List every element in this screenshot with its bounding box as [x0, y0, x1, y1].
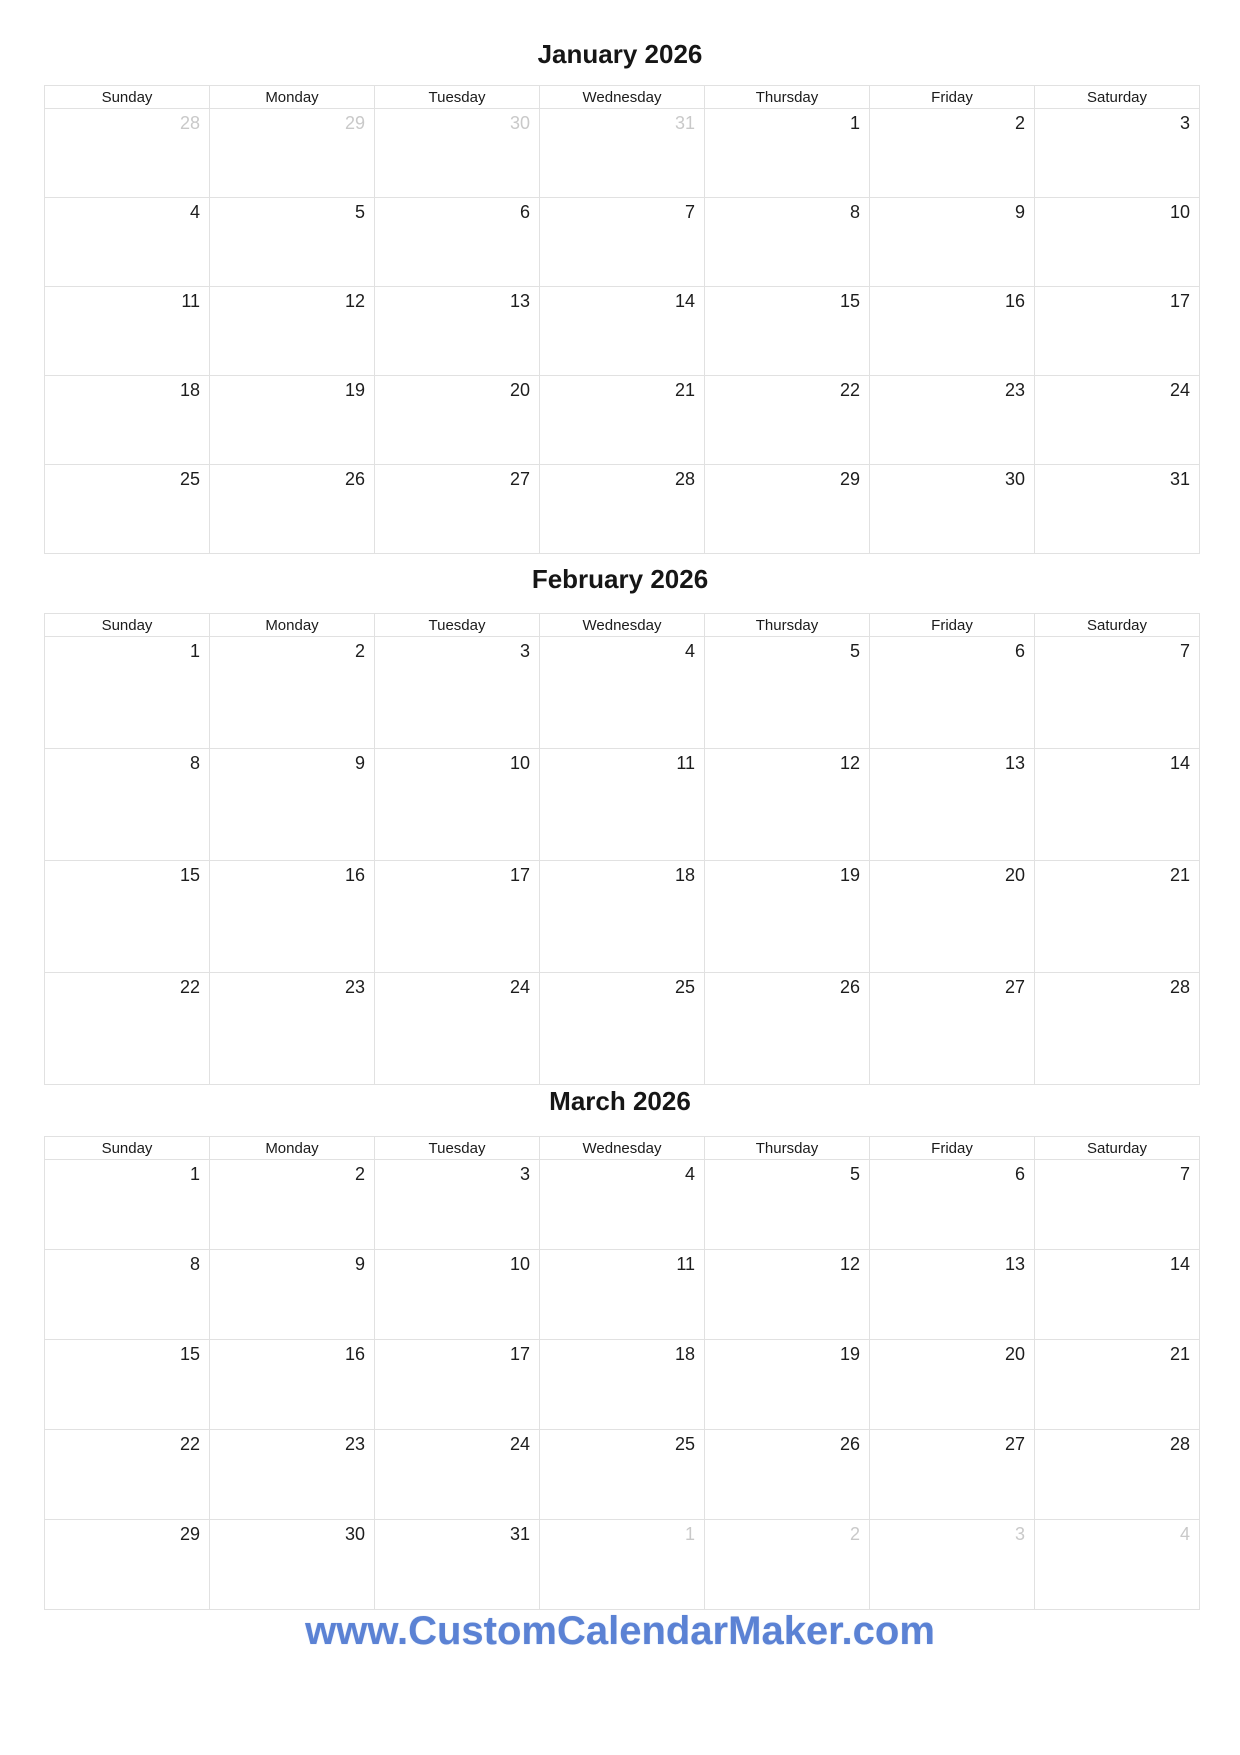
day-cell: 21 — [540, 376, 705, 465]
day-cell: 21 — [1035, 1340, 1200, 1430]
weekday-header-row — [45, 614, 1200, 637]
day-cell: 2 — [870, 109, 1035, 198]
day-cell-adjacent-month: 31 — [540, 109, 705, 198]
day-cell: 3 — [375, 1160, 540, 1250]
day-cell: 16 — [210, 1340, 375, 1430]
day-cell-adjacent-month: 29 — [210, 109, 375, 198]
day-cell: 28 — [1035, 1430, 1200, 1520]
day-cell: 9 — [870, 198, 1035, 287]
week-row — [45, 637, 1200, 749]
day-cell: 12 — [210, 287, 375, 376]
day-cell: 22 — [705, 376, 870, 465]
day-cell: 4 — [45, 198, 210, 287]
week-row — [45, 749, 1200, 861]
day-cell: 26 — [210, 465, 375, 554]
day-cell: 1 — [45, 637, 210, 749]
day-cell: 1 — [45, 1160, 210, 1250]
weekday-header: Saturday — [1035, 1137, 1200, 1160]
weekday-header: Friday — [870, 86, 1035, 109]
day-cell: 28 — [540, 465, 705, 554]
day-cell: 25 — [540, 973, 705, 1085]
day-cell: 13 — [870, 749, 1035, 861]
day-cell: 8 — [45, 1250, 210, 1340]
day-cell: 10 — [375, 1250, 540, 1340]
week-row — [45, 1160, 1200, 1250]
day-cell: 5 — [705, 1160, 870, 1250]
day-cell-adjacent-month: 1 — [540, 1520, 705, 1610]
day-cell: 6 — [375, 198, 540, 287]
day-cell: 5 — [705, 637, 870, 749]
day-cell: 13 — [870, 1250, 1035, 1340]
day-cell-adjacent-month: 3 — [870, 1520, 1035, 1610]
day-cell: 24 — [375, 1430, 540, 1520]
day-cell: 20 — [870, 861, 1035, 973]
day-cell: 10 — [1035, 198, 1200, 287]
week-row — [45, 287, 1200, 376]
weekday-header: Thursday — [705, 614, 870, 637]
month-title-march: March 2026 — [549, 1086, 691, 1116]
day-cell: 22 — [45, 973, 210, 1085]
day-cell: 14 — [1035, 749, 1200, 861]
day-cell: 29 — [45, 1520, 210, 1610]
day-cell: 16 — [870, 287, 1035, 376]
day-cell: 15 — [45, 861, 210, 973]
day-cell: 16 — [210, 861, 375, 973]
weekday-header: Monday — [210, 86, 375, 109]
week-row — [45, 973, 1200, 1085]
day-cell: 6 — [870, 1160, 1035, 1250]
day-cell: 11 — [540, 1250, 705, 1340]
day-cell: 19 — [705, 861, 870, 973]
day-cell: 26 — [705, 1430, 870, 1520]
day-cell-adjacent-month: 2 — [705, 1520, 870, 1610]
day-cell: 20 — [375, 376, 540, 465]
week-row — [45, 376, 1200, 465]
march-calendar-grid — [44, 1136, 1200, 1610]
day-cell: 4 — [540, 1160, 705, 1250]
day-cell: 9 — [210, 1250, 375, 1340]
day-cell: 24 — [1035, 376, 1200, 465]
week-row — [45, 1250, 1200, 1340]
weekday-header: Friday — [870, 614, 1035, 637]
month-title-february: February 2026 — [531, 564, 709, 594]
day-cell: 11 — [540, 749, 705, 861]
week-row — [45, 465, 1200, 554]
day-cell: 19 — [705, 1340, 870, 1430]
day-cell: 8 — [45, 749, 210, 861]
day-cell: 18 — [45, 376, 210, 465]
day-cell: 12 — [705, 749, 870, 861]
week-row — [45, 1520, 1200, 1610]
weekday-header: Sunday — [45, 614, 210, 637]
day-cell: 31 — [375, 1520, 540, 1610]
day-cell: 7 — [540, 198, 705, 287]
day-cell: 23 — [210, 973, 375, 1085]
day-cell: 27 — [870, 973, 1035, 1085]
day-cell: 3 — [1035, 109, 1200, 198]
january-calendar-grid — [44, 85, 1200, 554]
weekday-header: Saturday — [1035, 614, 1200, 637]
footer-watermark-link[interactable]: www.CustomCalendarMaker.com — [305, 1609, 935, 1653]
day-cell: 2 — [210, 1160, 375, 1250]
day-cell: 12 — [705, 1250, 870, 1340]
february-calendar-grid — [44, 613, 1200, 1085]
day-cell: 6 — [870, 637, 1035, 749]
day-cell: 15 — [705, 287, 870, 376]
day-cell-adjacent-month: 4 — [1035, 1520, 1200, 1610]
week-row — [45, 109, 1200, 198]
day-cell: 30 — [870, 465, 1035, 554]
weekday-header: Monday — [210, 1137, 375, 1160]
day-cell: 23 — [210, 1430, 375, 1520]
day-cell: 14 — [1035, 1250, 1200, 1340]
day-cell: 26 — [705, 973, 870, 1085]
weekday-header: Thursday — [705, 86, 870, 109]
day-cell: 19 — [210, 376, 375, 465]
day-cell: 11 — [45, 287, 210, 376]
weekday-header: Monday — [210, 614, 375, 637]
week-row — [45, 1340, 1200, 1430]
day-cell-adjacent-month: 30 — [375, 109, 540, 198]
day-cell: 9 — [210, 749, 375, 861]
weekday-header: Tuesday — [375, 614, 540, 637]
day-cell: 13 — [375, 287, 540, 376]
day-cell: 21 — [1035, 861, 1200, 973]
week-row — [45, 861, 1200, 973]
weekday-header: Tuesday — [375, 1137, 540, 1160]
day-cell: 8 — [705, 198, 870, 287]
day-cell: 3 — [375, 637, 540, 749]
day-cell: 30 — [210, 1520, 375, 1610]
weekday-header-row — [45, 1137, 1200, 1160]
day-cell: 31 — [1035, 465, 1200, 554]
day-cell: 1 — [705, 109, 870, 198]
day-cell: 17 — [1035, 287, 1200, 376]
week-row — [45, 1430, 1200, 1520]
weekday-header: Saturday — [1035, 86, 1200, 109]
day-cell: 14 — [540, 287, 705, 376]
day-cell: 27 — [375, 465, 540, 554]
day-cell: 15 — [45, 1340, 210, 1430]
day-cell: 25 — [540, 1430, 705, 1520]
day-cell-adjacent-month: 28 — [45, 109, 210, 198]
day-cell: 17 — [375, 1340, 540, 1430]
day-cell: 18 — [540, 861, 705, 973]
weekday-header: Thursday — [705, 1137, 870, 1160]
weekday-header: Wednesday — [540, 1137, 705, 1160]
day-cell: 27 — [870, 1430, 1035, 1520]
weekday-header: Friday — [870, 1137, 1035, 1160]
day-cell: 20 — [870, 1340, 1035, 1430]
week-row — [45, 198, 1200, 287]
weekday-header: Sunday — [45, 86, 210, 109]
footer-watermark — [0, 1606, 1240, 1665]
day-cell: 5 — [210, 198, 375, 287]
day-cell: 2 — [210, 637, 375, 749]
day-cell: 23 — [870, 376, 1035, 465]
day-cell: 22 — [45, 1430, 210, 1520]
month-title-january: January 2026 — [537, 39, 703, 69]
weekday-header: Tuesday — [375, 86, 540, 109]
day-cell: 29 — [705, 465, 870, 554]
weekday-header-row — [45, 86, 1200, 109]
day-cell: 25 — [45, 465, 210, 554]
day-cell: 24 — [375, 973, 540, 1085]
weekday-header: Sunday — [45, 1137, 210, 1160]
day-cell: 17 — [375, 861, 540, 973]
day-cell: 18 — [540, 1340, 705, 1430]
day-cell: 10 — [375, 749, 540, 861]
day-cell: 7 — [1035, 637, 1200, 749]
day-cell: 28 — [1035, 973, 1200, 1085]
weekday-header: Wednesday — [540, 614, 705, 637]
weekday-header: Wednesday — [540, 86, 705, 109]
day-cell: 4 — [540, 637, 705, 749]
day-cell: 7 — [1035, 1160, 1200, 1250]
